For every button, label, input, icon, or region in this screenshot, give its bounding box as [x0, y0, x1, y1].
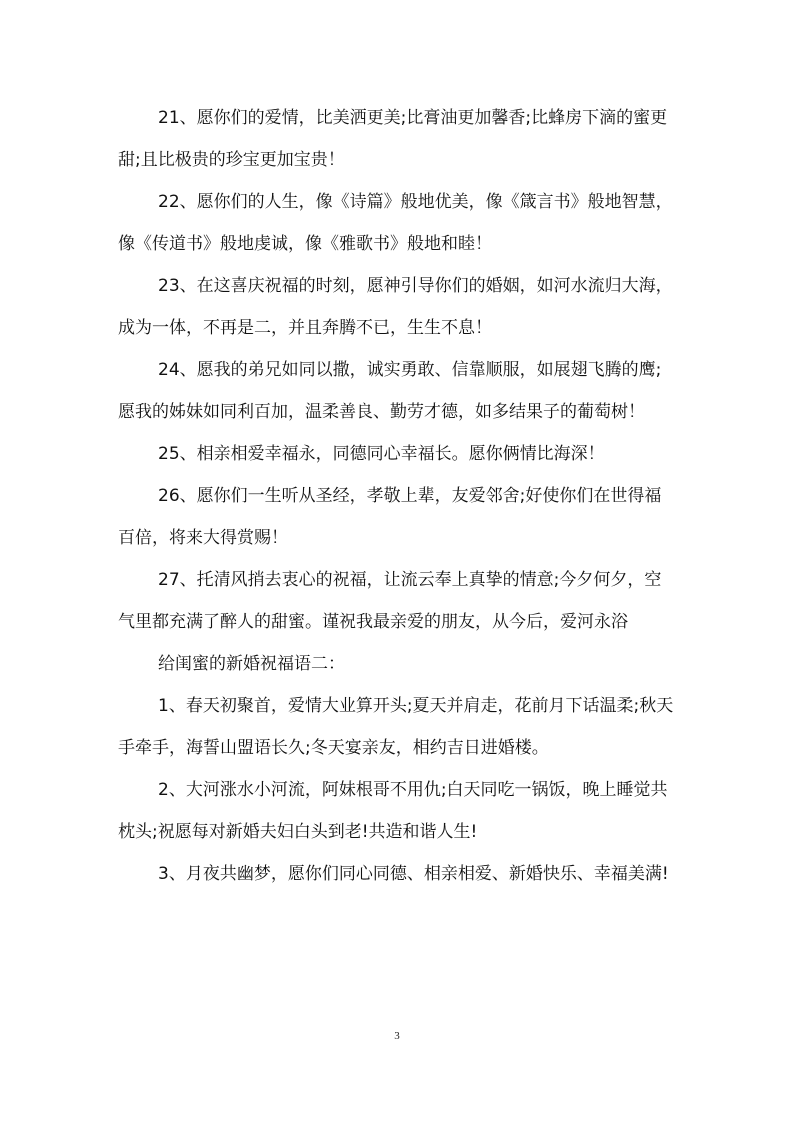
paragraph-25: 25、相亲相爱幸福永，同德同心幸福长。愿你俩情比海深！: [158, 444, 605, 464]
paragraph-24: 24、愿我的弟兄如同以撒，诚实勇敢、信靠顺服，如展翅飞腾的鹰;愿我的姊妹如同利百加，温柔善良、勤劳才德，如多结果子的葡萄树！: [118, 360, 662, 422]
paragraph-1: 1、春天初聚首，爱情大业算开头;夏天并肩走，花前月下话温柔;秋天手牵手，海誓山盟语长久;冬天宴亲友，相约吉日进婚楼。: [118, 696, 674, 758]
paragraph-2: 2、大河涨水小河流，阿妹根哥不用仇;白天同吃一锅饭，晚上睡觉共枕头;祝愿每对新婚夫妇白头到老!共造和谐人生!: [118, 780, 668, 842]
document-body: [118, 97, 674, 895]
paragraph-22: 22、愿你们的人生，像《诗篇》般地优美，像《箴言书》般地智慧，像《传道书》般地虔诚，像《雅歌书》般地和睦！: [118, 192, 673, 254]
paragraph-23: 23、在这喜庆祝福的时刻，愿神引导你们的婚姻，如河水流归大海，成为一体，不再是二，并且奔腾不已，生生不息！: [118, 276, 673, 338]
paragraph-21: 21、愿你们的爱情，比美洒更美;比膏油更加馨香;比蜂房下滴的蜜更甜;且比极贵的珍宝更加宝贵！: [118, 108, 668, 170]
paragraph-26: 26、愿你们一生听从圣经，孝敬上辈，友爱邻舍;好使你们在世得福百倍，将来大得赏赐！: [118, 486, 662, 548]
paragraph-27: 27、托清风捎去衷心的祝福，让流云奉上真挚的情意;今夕何夕，空气里都充满了醉人的甜蜜。谨祝我最亲爱的朋友，从今后，爱河永浴: [118, 570, 662, 632]
section-heading: 给闺蜜的新婚祝福语二：: [158, 654, 345, 674]
paragraph-3: 3、月夜共幽梦，愿你们同心同德、相亲相爱、新婚快乐、幸福美满!: [158, 864, 669, 884]
page-number: 3: [394, 1030, 400, 1042]
